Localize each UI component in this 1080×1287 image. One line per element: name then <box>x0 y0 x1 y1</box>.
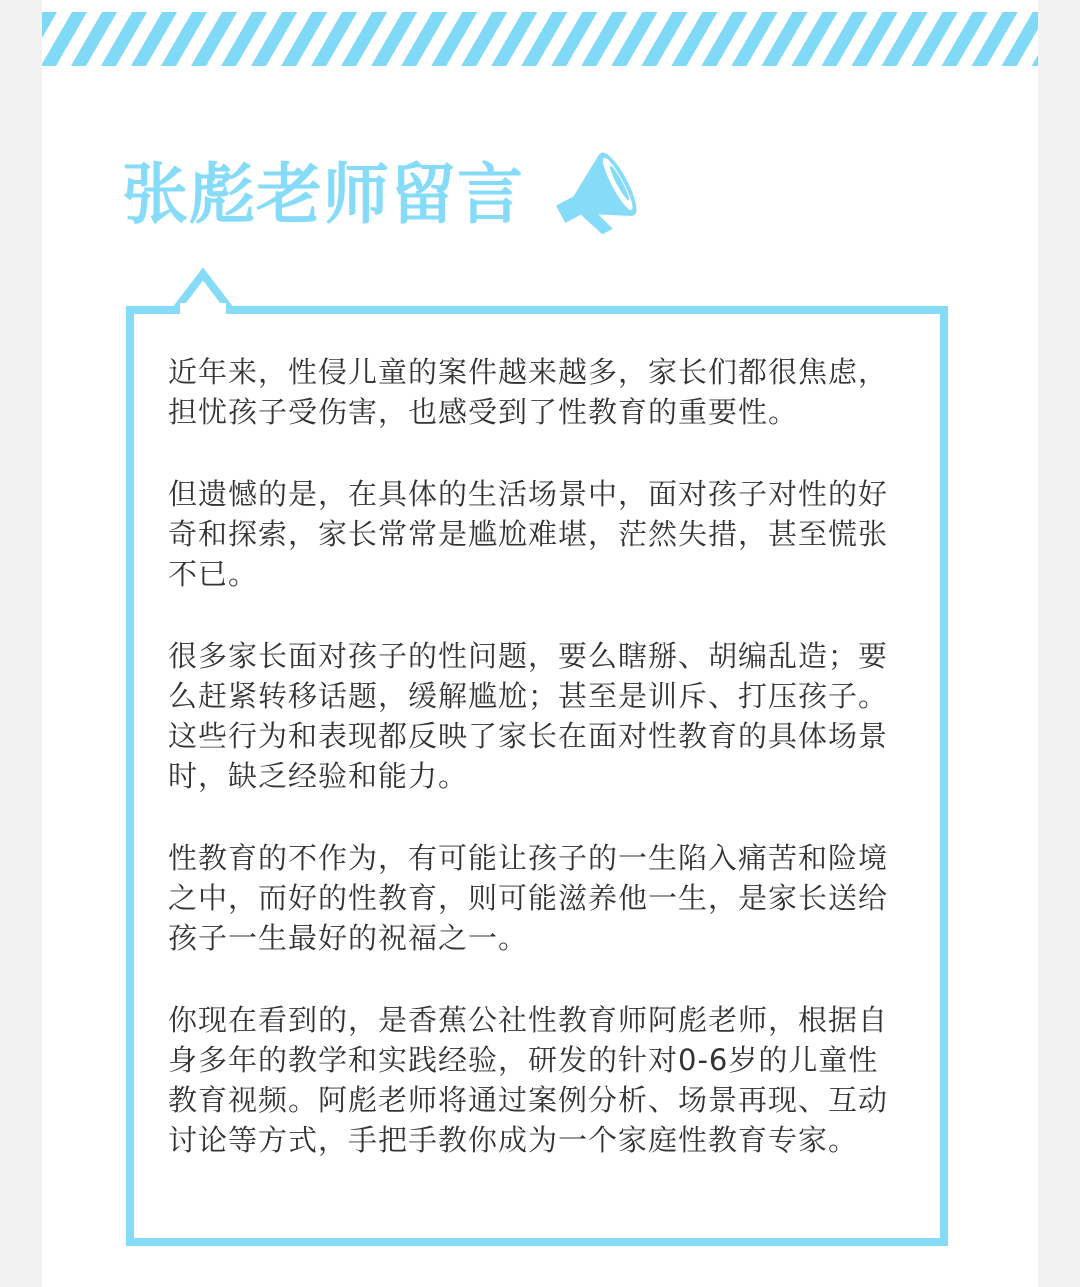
message-content <box>168 352 908 1202</box>
striped-banner <box>42 12 1038 66</box>
message-paragraph: 但遗憾的是，在具体的生活场景中，面对孩子对性的好奇和探索，家长常常是尴尬难堪，茫然失措，甚至慌张不已。 <box>168 477 889 591</box>
section-title: 张彪老师留言 <box>122 156 524 233</box>
message-paragraph: 你现在看到的，是香蕉公社性教育师阿彪老师，根据自身多年的教学和实践经验，研发的针对0-6岁的儿童性教育视频。阿彪老师将通过案例分析、场景再现、互动讨论等方式，手把手教你成为一个家庭性教育专家。 <box>168 1003 889 1157</box>
message-paragraph: 近年来，性侵儿童的案件越来越多，家长们都很焦虑，担忧孩子受伤害，也感受到了性教育的重要性。 <box>168 355 889 429</box>
message-paragraph: 性教育的不作为，有可能让孩子的一生陷入痛苦和险境之中，而好的性教育，则可能滋养他一生，是家长送给孩子一生最好的祝福之一。 <box>168 841 889 955</box>
bubble-tail-gap <box>180 303 226 317</box>
section-heading <box>122 150 646 240</box>
megaphone-icon <box>548 146 646 244</box>
message-paragraph: 很多家长面对孩子的性问题，要么瞎掰、胡编乱造；要么赶紧转移话题，缓解尴尬；甚至是训斥、打压孩子。这些行为和表现都反映了家长在面对性教育的具体场景时，缺乏经验和能力。 <box>168 639 889 793</box>
